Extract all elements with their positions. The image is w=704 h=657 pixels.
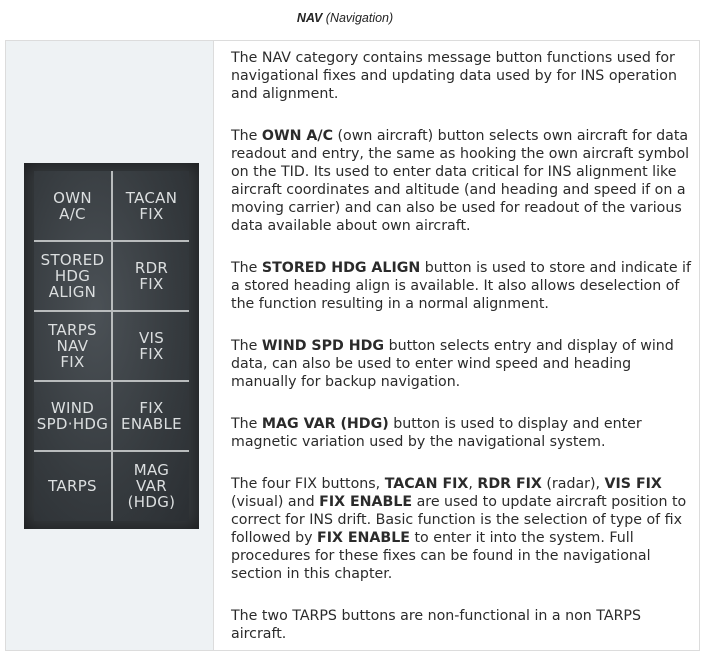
nav-button-panel-image	[24, 163, 199, 529]
term-stored-hdg-align: STORED HDG ALIGN	[261, 260, 421, 276]
image-cell	[6, 41, 214, 650]
term-own-ac: OWN A/C	[261, 128, 334, 144]
text-run: to enter it into the system. Full procedures for these fixes can be found in the navigational section in this chapter.	[231, 530, 651, 582]
panel-button-wind-spd-hdg	[34, 381, 111, 451]
panel-face	[34, 171, 189, 521]
text-run: button is used to store and indicate if a stored heading align is available. It also allows deselection of the function resulting in a normal alignment.	[231, 260, 691, 312]
term-tacan-fix: TACAN FIX	[384, 476, 469, 492]
panel-button-label: MAG VAR (HDG)	[127, 461, 176, 511]
term-wind-spd-hdg: WIND SPD HDG	[261, 338, 385, 354]
paragraph-own-ac	[231, 127, 696, 235]
panel-button-stored-hdg-align	[34, 241, 111, 311]
panel-button-tacan-fix	[113, 171, 190, 241]
text-run: ,	[468, 476, 478, 492]
panel-button-vis-fix	[113, 311, 190, 381]
term-rdr-fix: RDR FIX	[477, 476, 542, 492]
panel-button-own-ac	[34, 171, 111, 241]
table-caption	[0, 11, 690, 25]
text-run: (visual) and	[231, 494, 320, 510]
panel-button-label: TARPS NAV FIX	[48, 321, 97, 371]
panel-button-label: TACAN FIX	[125, 189, 178, 223]
paragraph-mag-var	[231, 415, 696, 451]
panel-button-label: STORED HDG ALIGN	[40, 251, 105, 301]
panel-button-label: FIX ENABLE	[121, 399, 182, 433]
panel-button-label: WIND SPD·HDG	[36, 399, 109, 433]
paragraph-fix-buttons	[231, 475, 696, 583]
term-fix-enable: FIX ENABLE	[317, 530, 410, 546]
panel-button-tarps-nav-fix	[34, 311, 111, 381]
panel-button-mag-var-hdg	[113, 451, 190, 521]
term-fix-enable: FIX ENABLE	[319, 494, 413, 510]
panel-button-tarps	[34, 451, 111, 521]
term-vis-fix: VIS FIX	[604, 476, 662, 492]
term-mag-var-hdg: MAG VAR (HDG)	[261, 416, 389, 432]
text-run: The	[231, 128, 262, 144]
content-table	[5, 40, 700, 651]
text-run: The	[231, 416, 262, 432]
text-run: The four FIX buttons,	[231, 476, 385, 492]
description-cell	[214, 41, 699, 650]
text-run: (radar),	[541, 476, 605, 492]
panel-button-rdr-fix	[113, 241, 190, 311]
text-run: button is used to display and enter magnetic variation used by the navigational system.	[231, 416, 642, 450]
text-run: The	[231, 260, 262, 276]
text-run: button selects entry and display of wind data, can also be used to enter wind speed and heading manually for backup navigation.	[231, 338, 674, 390]
paragraph-stored-hdg-align	[231, 259, 696, 313]
text-run: are used to update aircraft position to correct for INS drift. Basic function is the selection of type of fix followed by	[231, 494, 687, 546]
paragraph-tarps: The two TARPS buttons are non-functional in a non TARPS aircraft.	[231, 608, 641, 642]
paragraph-wind-spd-hdg	[231, 337, 696, 391]
caption-title: NAV	[296, 11, 323, 25]
panel-button-label: VIS FIX	[138, 329, 165, 363]
panel-button-label: TARPS	[48, 477, 97, 495]
panel-button-fix-enable	[113, 381, 190, 451]
text-run: The	[231, 338, 262, 354]
paragraph-intro: The NAV category contains message button functions used for navigational fixes and updating data used by for INS operation and alignment.	[231, 50, 677, 102]
caption-subtitle: (Navigation)	[325, 11, 394, 25]
text-run: (own aircraft) button selects own aircraft for data readout and entry, the same as hooking the own aircraft symbol on the TID. Its used to enter data critical for INS alignment like aircraft coordinates and altitude (and heading and speed if on a moving carrier) and can also be used for readout of the various data available about own aircraft.	[231, 128, 690, 234]
panel-button-label: RDR FIX	[134, 259, 169, 293]
panel-button-label: OWN A/C	[53, 189, 92, 223]
